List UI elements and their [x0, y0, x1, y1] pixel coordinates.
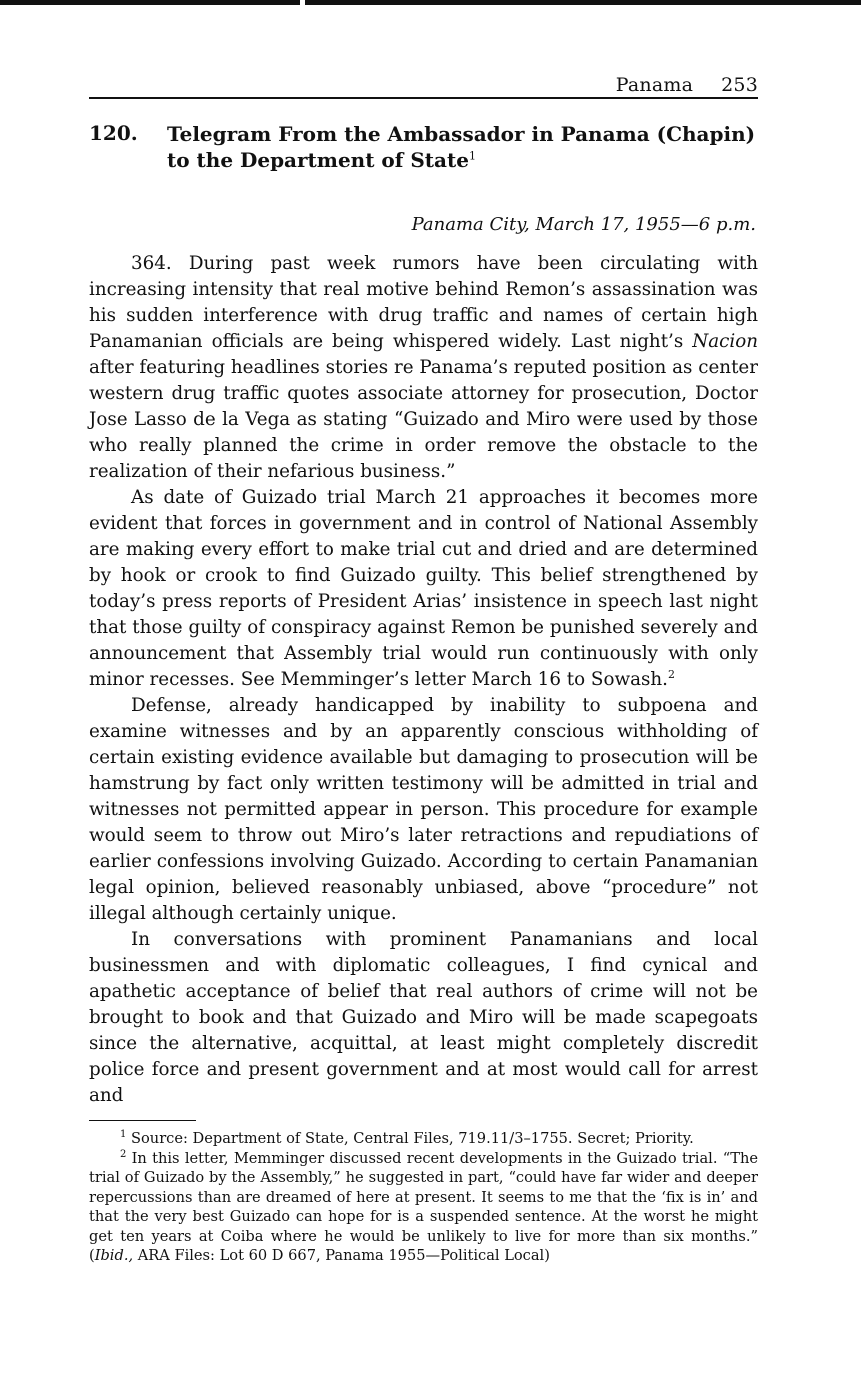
- newspaper-name: Nacion: [692, 331, 758, 352]
- document-title-text: Telegram From the Ambassador in Panama (Chapin) to the Department of State: [167, 122, 756, 172]
- header-rule: [89, 97, 758, 99]
- footnote-2: [89, 1149, 758, 1266]
- footnote-2-marker: 2: [120, 1148, 127, 1160]
- paragraph-1: [89, 251, 758, 485]
- paragraph-3: Defense, already handicapped by inability to subpoena and examine witnesses and by an apparently conscious withholding of certain existing evidence available but damaging to prosecution will be hamstrung by fact only written testimony will be admitted in trial and witnesses not permitted appear in person. This procedure for example would seem to throw out Miro’s later retractions and repudiations of earlier confessions involving Guizado. According to certain Panamanian legal opinion, believed reasonably unbiased, above “procedure” not illegal although certainly unique.: [89, 695, 758, 924]
- footnote-2-ibid: Ibid.,: [94, 1247, 134, 1264]
- document-title: [167, 121, 762, 173]
- top-border-left: [0, 0, 300, 5]
- footnote-rule: [89, 1120, 196, 1121]
- footnotes: [89, 1129, 758, 1266]
- footnote-1-marker: 1: [120, 1129, 127, 1141]
- dateline: Panama City, March 17, 1955—6 p.m.: [411, 214, 756, 235]
- footnote-2-text-a: In this letter, Memminger discussed recent developments in the Guizado trial. “The trial of Guizado by the Assembly,” he suggested in part, “could have far wider and deeper repercussions than are dreamed of here at present. It seems to me that the ‘fix is in’ and that the very best Guizado can hope for is a suspended sentence. At the worst he might get ten years at Coiba where he would be unlikely to live for more than six months.” (: [89, 1149, 758, 1264]
- paragraph-2-text: As date of Guizado trial March 21 approaches it becomes more evident that forces in government and in control of National Assembly are making every effort to make trial cut and dried and are determined by hook or crook to find Guizado guilty. This belief strengthened by today’s press reports of President Arias’ insistence in speech last night that those guilty of conspiracy against Remon be punished severely and announcement that Assembly trial would run continuously with only minor recesses. See Memminger’s letter March 16 to Sowash.: [89, 487, 758, 690]
- running-head-section: Panama: [615, 74, 694, 96]
- footnote-1: [89, 1129, 758, 1149]
- footnote-ref-2: 2: [667, 667, 675, 681]
- paragraph-2: [89, 485, 758, 693]
- top-border-right: [305, 0, 861, 5]
- running-head: [89, 74, 758, 96]
- paragraph-4: In conversations with prominent Panamanians and local businessmen and with diplomatic colleagues, I find cynical and apathetic acceptance of belief that real authors of crime will not be brought to book and that Guizado and Miro will be made scapegoats since the alternative, acquittal, at least might completely discredit police force and present government and at most would call for arrest and: [89, 929, 758, 1106]
- telegram-body: [89, 251, 758, 1109]
- footnote-1-text: Source: Department of State, Central Files, 719.11/3–1755. Secret; Priority.: [131, 1130, 694, 1147]
- paragraph-1-part-a: 364. During past week rumors have been circulating with increasing intensity that real motive behind Remon’s assassination was his sudden interference with drug traffic and names of certain high Panamanian officials are being whispered widely. Last night’s: [89, 253, 758, 352]
- document-number: 120.: [89, 121, 138, 145]
- footnote-2-text-b: ARA Files: Lot 60 D 667, Panama 1955—Political Local): [133, 1247, 550, 1264]
- paragraph-1-part-b: after featuring headlines stories re Panama’s reputed position as center western drug traffic quotes associate attorney for prosecution, Doctor Jose Lasso de la Vega as stating “Guizado and Miro were used by those who really planned the crime in order remove the obstacle to the realization of their nefarious business.”: [89, 357, 758, 482]
- title-footnote-ref: 1: [468, 149, 476, 163]
- page-number: 253: [721, 74, 758, 96]
